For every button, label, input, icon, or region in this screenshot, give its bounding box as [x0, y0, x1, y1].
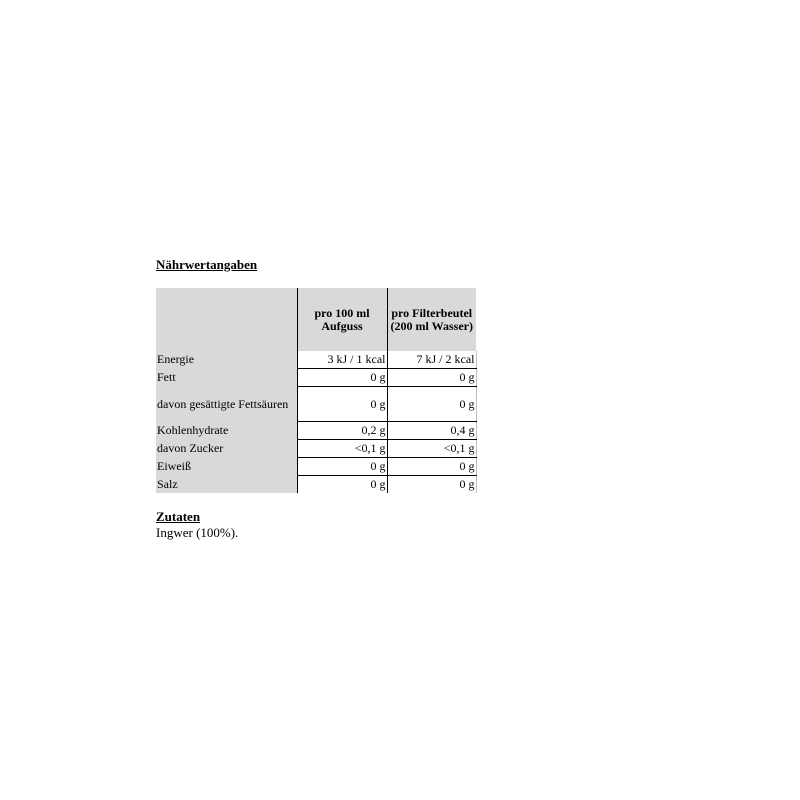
value-per-filterbag: 0 g — [387, 476, 476, 494]
table-row — [156, 440, 476, 458]
row-label: davon Zucker — [156, 440, 297, 458]
row-label: Energie — [156, 351, 297, 369]
table-row — [156, 369, 476, 387]
header-per-filterbag: pro Filterbeutel (200 ml Wasser) — [387, 288, 476, 351]
row-label: Eiweiß — [156, 458, 297, 476]
table-row — [156, 422, 476, 440]
row-label: Kohlenhydrate — [156, 422, 297, 440]
nutrition-heading: Nährwertangaben — [156, 257, 258, 272]
value-per-filterbag: 7 kJ / 2 kcal — [387, 351, 476, 369]
ingredients-text: Ingwer (100%). — [156, 525, 239, 540]
value-per-100ml: <0,1 g — [297, 440, 387, 458]
value-per-100ml: 0,2 g — [297, 422, 387, 440]
nutrition-table — [156, 288, 477, 493]
ingredients-heading: Zutaten — [156, 509, 201, 524]
table-header-row — [156, 288, 476, 351]
value-per-100ml: 3 kJ / 1 kcal — [297, 351, 387, 369]
value-per-100ml: 0 g — [297, 458, 387, 476]
row-label: Fett — [156, 369, 297, 387]
value-per-100ml: 0 g — [297, 369, 387, 387]
table-row — [156, 476, 476, 494]
value-per-filterbag: <0,1 g — [387, 440, 476, 458]
table-row — [156, 387, 476, 422]
table-row — [156, 351, 476, 369]
header-per-100ml: pro 100 ml Aufguss — [297, 288, 387, 351]
row-label: Salz — [156, 476, 297, 494]
value-per-filterbag: 0 g — [387, 458, 476, 476]
value-per-100ml: 0 g — [297, 387, 387, 422]
value-per-filterbag: 0 g — [387, 387, 476, 422]
value-per-filterbag: 0 g — [387, 369, 476, 387]
value-per-filterbag: 0,4 g — [387, 422, 476, 440]
value-per-100ml: 0 g — [297, 476, 387, 494]
header-cell-empty — [156, 288, 297, 351]
row-label: davon gesättigte Fettsäuren — [156, 387, 297, 422]
table-row — [156, 458, 476, 476]
